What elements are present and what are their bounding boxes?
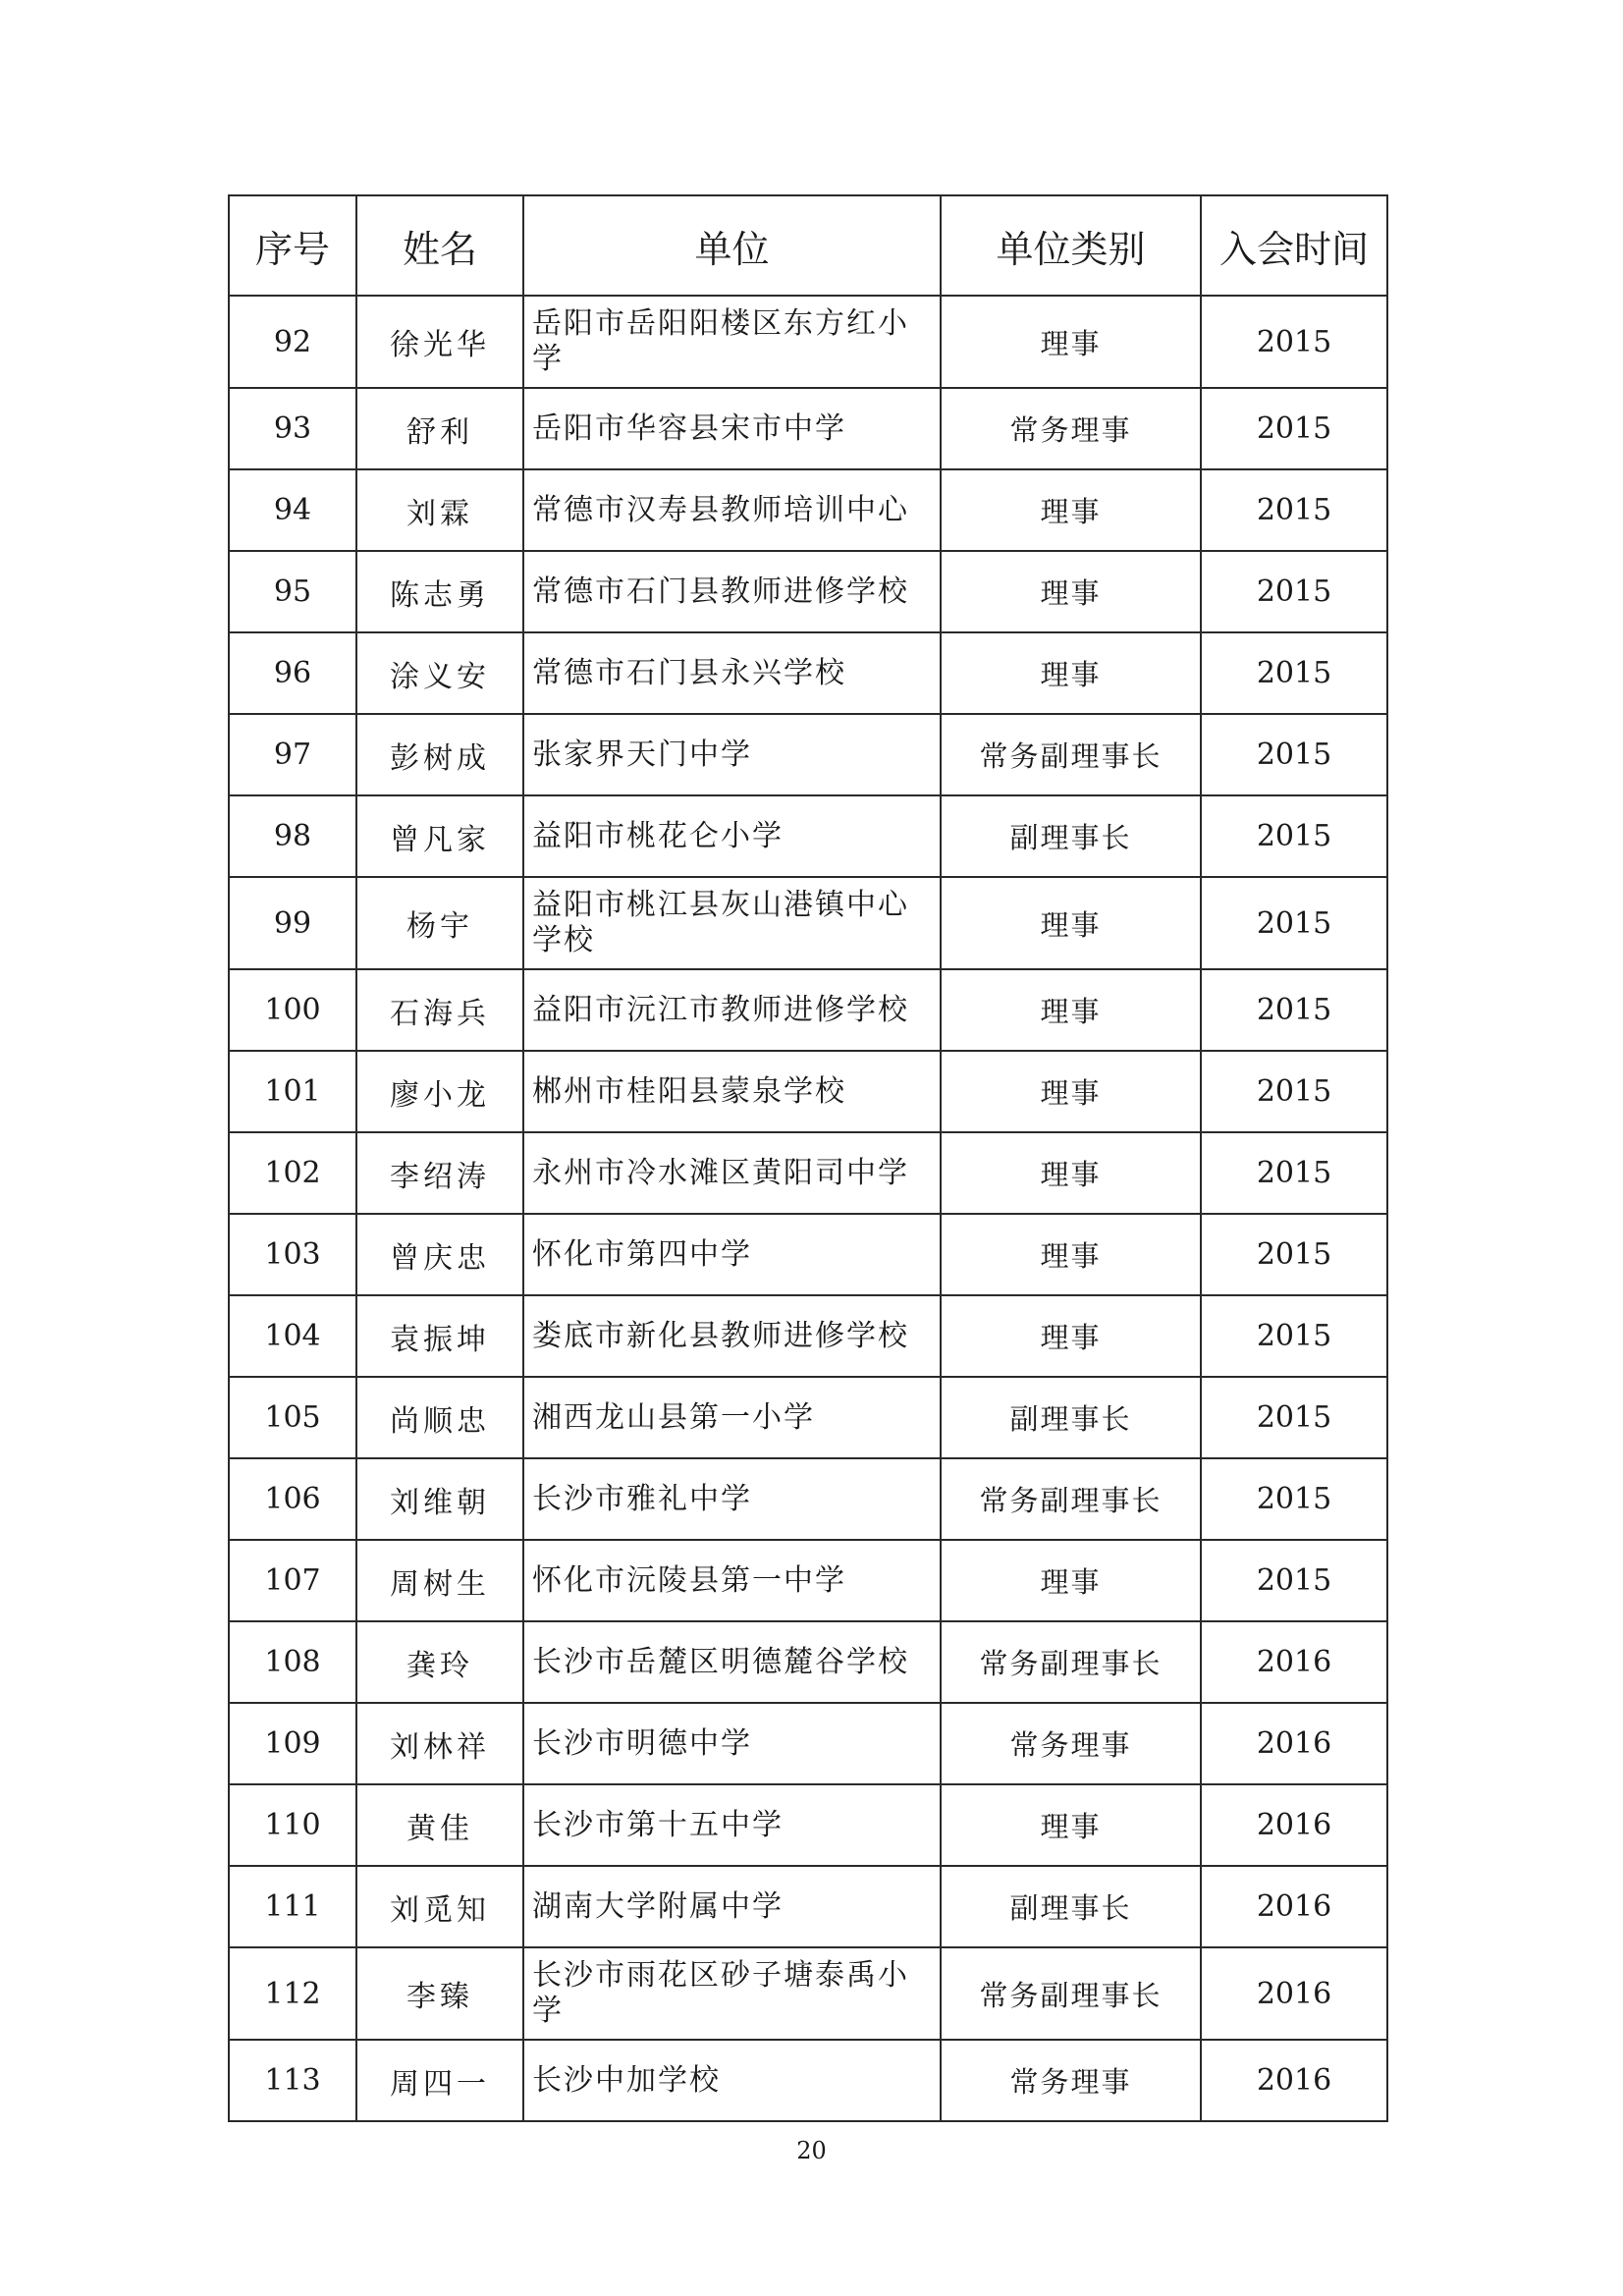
organization-cell: 益阳市桃江县灰山港镇中心学校	[523, 877, 941, 969]
category-cell: 理事	[941, 1214, 1201, 1295]
name-cell: 曾凡家	[356, 795, 523, 877]
page-number: 20	[796, 2137, 827, 2164]
serial-cell: 96	[229, 632, 356, 714]
table-row	[229, 969, 1387, 1051]
member-table-container	[228, 194, 1386, 2122]
table-row	[229, 1621, 1387, 1703]
join-year-cell: 2015	[1201, 1132, 1387, 1214]
header-serial: 序号	[229, 195, 356, 296]
table-row	[229, 2040, 1387, 2121]
name-cell: 刘维朝	[356, 1458, 523, 1540]
organization-cell: 益阳市沅江市教师进修学校	[523, 969, 941, 1051]
header-organization: 单位	[523, 195, 941, 296]
name-cell: 徐光华	[356, 296, 523, 388]
organization-cell: 长沙市岳麓区明德麓谷学校	[523, 1621, 941, 1703]
serial-cell: 99	[229, 877, 356, 969]
header-join-year: 入会时间	[1201, 195, 1387, 296]
name-cell: 石海兵	[356, 969, 523, 1051]
name-cell: 李臻	[356, 1947, 523, 2040]
organization-cell: 娄底市新化县教师进修学校	[523, 1295, 941, 1377]
join-year-cell: 2015	[1201, 714, 1387, 795]
category-cell: 理事	[941, 1540, 1201, 1621]
category-cell: 副理事长	[941, 795, 1201, 877]
name-cell: 周四一	[356, 2040, 523, 2121]
category-cell: 常务理事	[941, 388, 1201, 469]
join-year-cell: 2016	[1201, 1621, 1387, 1703]
serial-cell: 103	[229, 1214, 356, 1295]
category-cell: 理事	[941, 1051, 1201, 1132]
organization-cell: 常德市石门县教师进修学校	[523, 551, 941, 632]
name-cell: 刘林祥	[356, 1703, 523, 1784]
category-cell: 常务副理事长	[941, 1947, 1201, 2040]
organization-cell: 长沙市第十五中学	[523, 1784, 941, 1866]
serial-cell: 113	[229, 2040, 356, 2121]
category-cell: 理事	[941, 877, 1201, 969]
serial-cell: 104	[229, 1295, 356, 1377]
serial-cell: 111	[229, 1866, 356, 1947]
join-year-cell: 2015	[1201, 877, 1387, 969]
category-cell: 理事	[941, 551, 1201, 632]
organization-cell: 长沙中加学校	[523, 2040, 941, 2121]
join-year-cell: 2015	[1201, 388, 1387, 469]
organization-cell: 郴州市桂阳县蒙泉学校	[523, 1051, 941, 1132]
join-year-cell: 2016	[1201, 2040, 1387, 2121]
table-row	[229, 1866, 1387, 1947]
name-cell: 袁振坤	[356, 1295, 523, 1377]
category-cell: 理事	[941, 969, 1201, 1051]
name-cell: 舒利	[356, 388, 523, 469]
serial-cell: 108	[229, 1621, 356, 1703]
join-year-cell: 2015	[1201, 969, 1387, 1051]
join-year-cell: 2016	[1201, 1784, 1387, 1866]
category-cell: 理事	[941, 1784, 1201, 1866]
join-year-cell: 2015	[1201, 469, 1387, 551]
organization-cell: 岳阳市岳阳阳楼区东方红小学	[523, 296, 941, 388]
name-cell: 刘霖	[356, 469, 523, 551]
name-cell: 曾庆忠	[356, 1214, 523, 1295]
table-row	[229, 1703, 1387, 1784]
serial-cell: 107	[229, 1540, 356, 1621]
organization-cell: 永州市冷水滩区黄阳司中学	[523, 1132, 941, 1214]
table-row	[229, 714, 1387, 795]
name-cell: 龚玲	[356, 1621, 523, 1703]
category-cell: 理事	[941, 1132, 1201, 1214]
join-year-cell: 2015	[1201, 1214, 1387, 1295]
join-year-cell: 2016	[1201, 1866, 1387, 1947]
category-cell: 常务副理事长	[941, 1621, 1201, 1703]
table-row	[229, 1458, 1387, 1540]
name-cell: 陈志勇	[356, 551, 523, 632]
name-cell: 涂义安	[356, 632, 523, 714]
name-cell: 尚顺忠	[356, 1377, 523, 1458]
organization-cell: 长沙市雅礼中学	[523, 1458, 941, 1540]
header-category: 单位类别	[941, 195, 1201, 296]
category-cell: 常务副理事长	[941, 1458, 1201, 1540]
serial-cell: 92	[229, 296, 356, 388]
name-cell: 黄佳	[356, 1784, 523, 1866]
table-row	[229, 296, 1387, 388]
category-cell: 理事	[941, 296, 1201, 388]
table-row	[229, 632, 1387, 714]
name-cell: 李绍涛	[356, 1132, 523, 1214]
join-year-cell: 2015	[1201, 632, 1387, 714]
table-row	[229, 795, 1387, 877]
organization-cell: 益阳市桃花仑小学	[523, 795, 941, 877]
table-row	[229, 877, 1387, 969]
category-cell: 常务副理事长	[941, 714, 1201, 795]
join-year-cell: 2015	[1201, 1295, 1387, 1377]
serial-cell: 105	[229, 1377, 356, 1458]
join-year-cell: 2015	[1201, 551, 1387, 632]
name-cell: 彭树成	[356, 714, 523, 795]
join-year-cell: 2016	[1201, 1703, 1387, 1784]
organization-cell: 长沙市雨花区砂子塘泰禹小学	[523, 1947, 941, 2040]
organization-cell: 张家界天门中学	[523, 714, 941, 795]
organization-cell: 常德市石门县永兴学校	[523, 632, 941, 714]
organization-cell: 湘西龙山县第一小学	[523, 1377, 941, 1458]
table-row	[229, 1051, 1387, 1132]
serial-cell: 98	[229, 795, 356, 877]
category-cell: 理事	[941, 1295, 1201, 1377]
category-cell: 常务理事	[941, 2040, 1201, 2121]
table-row	[229, 1295, 1387, 1377]
join-year-cell: 2015	[1201, 795, 1387, 877]
serial-cell: 102	[229, 1132, 356, 1214]
table-row	[229, 1947, 1387, 2040]
serial-cell: 110	[229, 1784, 356, 1866]
join-year-cell: 2015	[1201, 1540, 1387, 1621]
category-cell: 副理事长	[941, 1866, 1201, 1947]
serial-cell: 95	[229, 551, 356, 632]
organization-cell: 常德市汉寿县教师培训中心	[523, 469, 941, 551]
header-name: 姓名	[356, 195, 523, 296]
table-row	[229, 1784, 1387, 1866]
serial-cell: 101	[229, 1051, 356, 1132]
organization-cell: 长沙市明德中学	[523, 1703, 941, 1784]
table-row	[229, 551, 1387, 632]
serial-cell: 94	[229, 469, 356, 551]
name-cell: 周树生	[356, 1540, 523, 1621]
name-cell: 杨宇	[356, 877, 523, 969]
serial-cell: 100	[229, 969, 356, 1051]
serial-cell: 109	[229, 1703, 356, 1784]
table-row	[229, 469, 1387, 551]
serial-cell: 106	[229, 1458, 356, 1540]
table-row	[229, 1377, 1387, 1458]
serial-cell: 93	[229, 388, 356, 469]
category-cell: 理事	[941, 469, 1201, 551]
table-row	[229, 1214, 1387, 1295]
table-row	[229, 1540, 1387, 1621]
join-year-cell: 2015	[1201, 296, 1387, 388]
name-cell: 廖小龙	[356, 1051, 523, 1132]
serial-cell: 97	[229, 714, 356, 795]
join-year-cell: 2015	[1201, 1051, 1387, 1132]
table-header-row	[229, 195, 1387, 296]
join-year-cell: 2015	[1201, 1458, 1387, 1540]
table-body	[229, 296, 1387, 2121]
serial-cell: 112	[229, 1947, 356, 2040]
organization-cell: 怀化市第四中学	[523, 1214, 941, 1295]
member-table	[228, 194, 1388, 2122]
join-year-cell: 2016	[1201, 1947, 1387, 2040]
join-year-cell: 2015	[1201, 1377, 1387, 1458]
organization-cell: 湖南大学附属中学	[523, 1866, 941, 1947]
organization-cell: 怀化市沅陵县第一中学	[523, 1540, 941, 1621]
table-row	[229, 388, 1387, 469]
organization-cell: 岳阳市华容县宋市中学	[523, 388, 941, 469]
category-cell: 副理事长	[941, 1377, 1201, 1458]
table-row	[229, 1132, 1387, 1214]
category-cell: 常务理事	[941, 1703, 1201, 1784]
category-cell: 理事	[941, 632, 1201, 714]
name-cell: 刘觅知	[356, 1866, 523, 1947]
